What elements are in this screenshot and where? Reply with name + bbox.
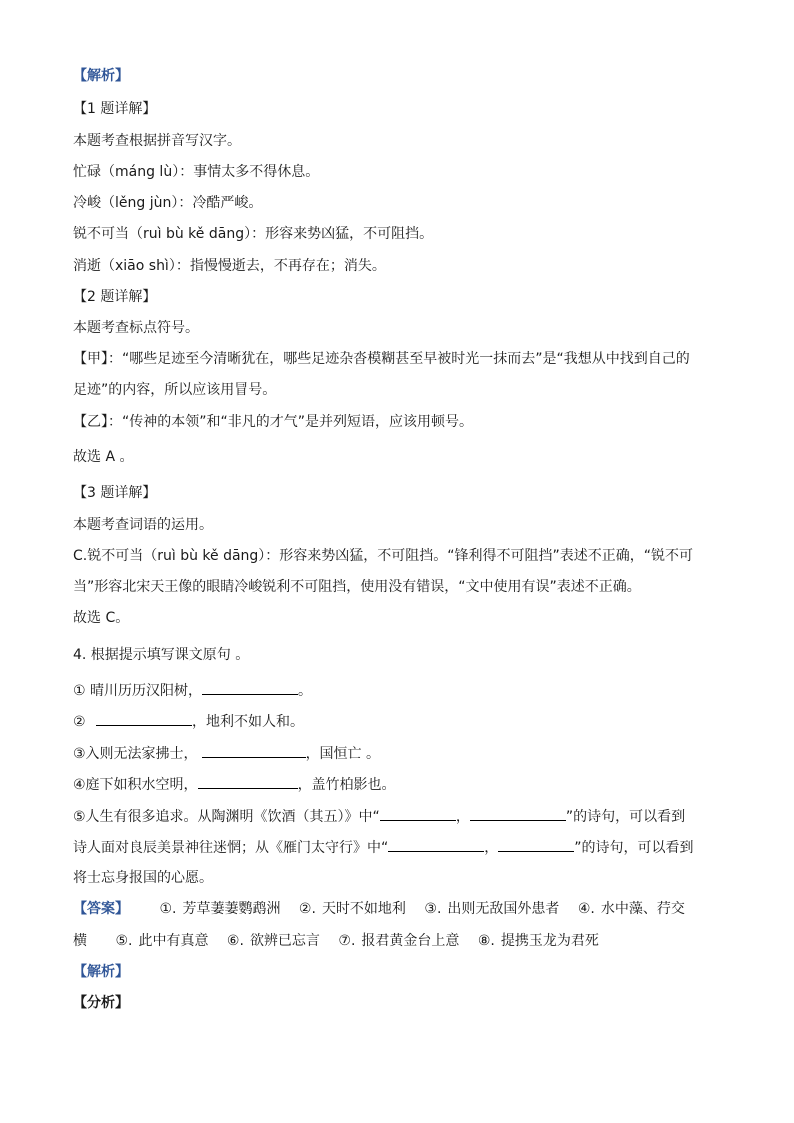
fill-blank[interactable]: [202, 680, 298, 695]
answer-item: 横: [73, 933, 87, 949]
q4-item-1: ① 晴川历历汉阳树， 。: [73, 680, 734, 701]
q3-line2: 当”形容北宋天王像的眼睛冷峻锐利不可阻挡，使用没有错误，“文中使用有误”表述不正确。: [73, 579, 641, 595]
answer-line2: [73, 931, 734, 951]
q2-jia-line1: 【甲】：“哪些足迹至今清晰犹在，哪些足迹杂沓模糊甚至早被时光一抹而去”是“我想从中找到自己的: [73, 351, 690, 367]
q1-item: 消逝（xiāo shì）：指慢慢逝去，不再存在；消失。: [73, 258, 386, 274]
q2-choice: 故选 A 。: [73, 449, 134, 465]
answer-item: ⑧. 提携玉龙为君死: [477, 933, 599, 949]
q4-item-3: ③入则无法家拂士， ，国恒亡 。: [73, 743, 734, 764]
q1-item: 冷峻（lěng jùn）：冷酷严峻。: [73, 195, 263, 211]
q2-header: 【2 题详解】: [73, 289, 157, 305]
q4-title: 4. 根据提示填写课文原句 。: [73, 647, 250, 663]
answer-item: ①. 芳草萋萋鹦鹉洲: [159, 901, 281, 917]
fill-blank[interactable]: [388, 837, 484, 852]
answer-item: ②. 天时不如地利: [298, 901, 406, 917]
answer-line1: [73, 899, 734, 919]
fill-blank[interactable]: [470, 806, 566, 821]
q4-item-5-line2: 诗人面对良辰美景神往迷惘；从《雁门太守行》中“ ， ”的诗句，可以看到: [73, 837, 734, 858]
q1-item: 忙碌（máng lù）：事情太多不得休息。: [73, 164, 320, 180]
q4-item-2: ② ，地利不如人和。: [73, 711, 734, 732]
footer-analysis-sub: 【分析】: [73, 995, 129, 1011]
q4-item-4: ④庭下如积水空明， ，盖竹柏影也。: [73, 774, 734, 795]
answer-item: ③. 出则无敌国外患者: [424, 901, 560, 917]
q2-intro: 本题考查标点符号。: [73, 320, 199, 336]
answer-tag: 【答案】: [73, 901, 129, 917]
answer-item: ⑤. 此中有真意: [115, 933, 209, 949]
q2-jia-line2: 足迹”的内容，所以应该用冒号。: [73, 382, 277, 398]
q1-header: 【1 题详解】: [73, 101, 157, 117]
fill-blank[interactable]: [380, 806, 456, 821]
q2-yi: 【乙】：“传神的本领”和“非凡的才气”是并列短语，应该用顿号。: [73, 414, 474, 430]
fill-blank[interactable]: [498, 837, 574, 852]
q3-line1: C.锐不可当（ruì bù kě dāng）：形容来势凶猛，不可阻挡。“锋利得不可阻挡”表述不正确，“锐不可: [73, 548, 694, 564]
fill-blank[interactable]: [198, 774, 298, 789]
footer-analysis-tag: 【解析】: [73, 964, 129, 980]
answer-item: ⑦. 报君黄金台上意: [338, 933, 460, 949]
q4-item-5-line1: ⑤人生有很多追求。从陶渊明《饮酒（其五）》中“ ， ”的诗句，可以看到: [73, 806, 734, 827]
answer-item: ④. 水中藻、荇交: [577, 901, 685, 917]
q3-intro: 本题考查词语的运用。: [73, 517, 213, 533]
q3-choice: 故选 C。: [73, 610, 130, 626]
q1-item: 锐不可当（ruì bù kě dāng）：形容来势凶猛，不可阻挡。: [73, 226, 434, 242]
fill-blank[interactable]: [202, 743, 306, 758]
q1-intro: 本题考查根据拼音写汉字。: [73, 133, 241, 149]
answer-item: ⑥. 欲辨已忘言: [226, 933, 320, 949]
q4-item-5-line3: 将士忘身报国的心愿。: [73, 870, 213, 886]
fill-blank[interactable]: [96, 711, 192, 726]
q3-header: 【3 题详解】: [73, 485, 157, 501]
analysis-tag: 【解析】: [73, 68, 129, 84]
